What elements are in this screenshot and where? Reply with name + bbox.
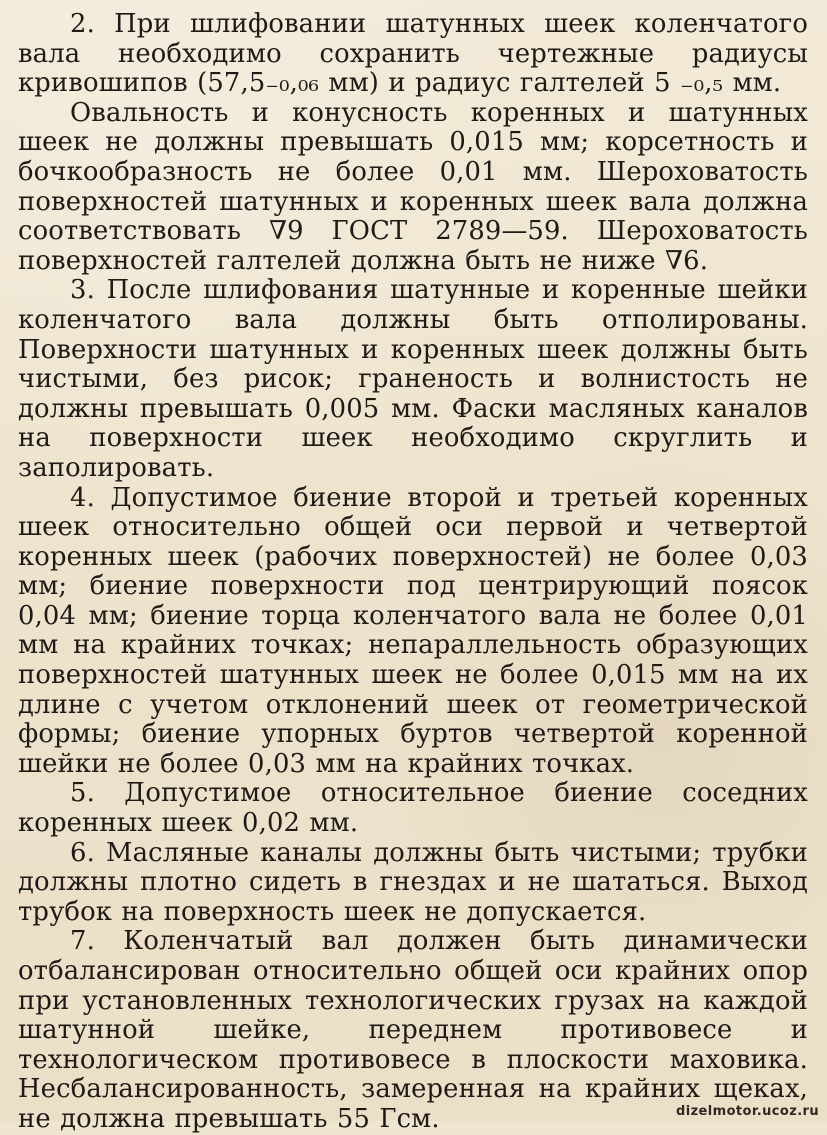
paragraph-3: 3. После шлифования шатунные и коренные шейки коленчатого вала должны быть отполированы. Поверхности шатунных и коренных шеек должны быть чистыми, без рисок; граненость и волнистость не должны превышать 0,005 мм. Фаски масляных каналов на поверхности шеек необходимо скруглить и заполировать. — [18, 275, 808, 483]
paragraph-7: 7. Коленчатый вал должен быть динамически отбалансирован относительно общей оси крайних опор при установленных технологических грузах на каждой шатунной шейке, переднем противовесе и технологическом противовесе в плоскости маховика. Несбалансированность, замеренная на крайних щеках, не должна превышать 55 Гсм. — [18, 926, 808, 1134]
paragraph-2-continued: Овальность и конусность коренных и шатунных шеек не должны превышать 0,015 мм; корсетность и бочкообразность не более 0,01 мм. Шероховатость поверхностей шатунных и коренных шеек вала должна соответствовать ∇9 ГОСТ 2789—59. Шероховатость поверхностей галтелей должна быть не ниже ∇6. — [18, 97, 808, 276]
paragraph-5: 5. Допустимое относительное биение соседних коренных шеек 0,02 мм. — [18, 778, 808, 839]
paragraph-4: 4. Допустимое биение второй и третьей коренных шеек относительно общей оси первой и четвертой коренных шеек (рабочих поверхностей) не более 0,03 мм; биение поверхности под центрирующий поясок 0,04 мм; биение торца коленчатого вала не более 0,01 мм на крайних точках; непараллельность образующих поверхностей шатунных шеек не более 0,015 мм на их длине с учетом отклонений шеек от геометрической формы; биение упорных буртов четвертой коренной шейки не более 0,03 мм на крайних точках. — [18, 482, 808, 779]
paragraph-6: 6. Масляные каналы должны быть чистыми; трубки должны плотно сидеть в гнездах и не шататься. Выход трубок на поверхность шеек не допускается. — [18, 837, 808, 927]
paragraph-2: 2. При шлифовании шатунных шеек коленчатого вала необходимо сохранить чертежные радиусы кривошипов (57,5₋₀,₀₆ мм) и радиус галтелей 5 ₋₀,₅ мм. — [18, 9, 808, 99]
watermark: dizelmotor.ucoz.ru — [676, 1104, 819, 1119]
document-text-block — [18, 10, 808, 1135]
